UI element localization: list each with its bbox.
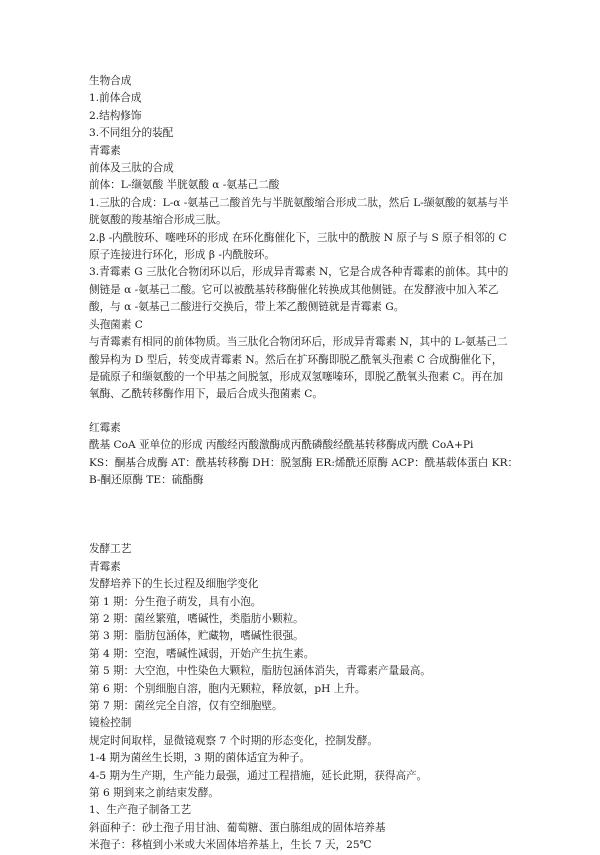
spacer [89, 404, 513, 420]
growth-stage: 第 3 期：脂肪包涵体，贮藏物，嗜碱性很强。 [89, 630, 304, 643]
list-item: 3.不同组分的装配 [89, 127, 174, 140]
fermentation-subheading: 青霉素 [89, 560, 121, 573]
spore-prep-title: 1、生产孢子制备工艺 [89, 804, 192, 817]
precursors-line: 前体：L-缬氨酸 半胱氨酸 α -氨基己二酸 [89, 179, 280, 192]
growth-stage: 第 6 期：个别细胞自溶，胞内无颗粒，释放氨，pH 上升。 [89, 682, 366, 695]
document-body [89, 73, 519, 855]
spore-line: 斜面种子：砂土孢子用甘油、葡萄糖、蛋白胨组成的固体培养基 [89, 821, 386, 834]
list-item: 2.结构修饰 [89, 109, 142, 122]
control-line: 规定时间取样，显微镜观察 7 个时期的形态变化，控制发酵。 [89, 734, 378, 747]
growth-stage: 第 2 期：菌丝繁殖，嗜碱性，类脂肪小颗粒。 [89, 612, 304, 625]
lactam-ring-step: 2.β -内酰胺环、噻唑环的形成 在环化酶催化下，三肽中的酰胺 N 原子与 S 原子相邻的 C 原子连接进行环化，形成 β -内酰胺环。 [89, 231, 507, 262]
growth-stage: 第 5 期：大空泡，中性染色大颗粒，脂肪包涵体消失，青霉素产量最高。 [89, 665, 431, 678]
list-item: 1.前体合成 [89, 92, 142, 105]
growth-stage: 第 7 期：菌丝完全自溶，仅有空细胞壁。 [89, 700, 283, 712]
control-line: 第 6 期到来之前结束发酵。 [89, 787, 220, 800]
growth-stage: 第 4 期：空泡，嗜碱性减弱，开始产生抗生素。 [89, 647, 315, 660]
cephalosporin-text: 与青霉素有相同的前体物质。当三肽化合物闭环后，形成异青霉素 N，其中的 L-氨基己二酸异构为 D 型后，转变成青霉素 N。然后在扩环酶即脱乙酰氧头孢素 C 合成酶催化下，是硫原子和缬氨酸的一个甲基之间脱氢，形成双氢噻嗪环，即脱乙酰氧头孢素 C。再在加氧酶、乙酰转移酶作用下，最后合成头孢菌素 C。 [89, 336, 508, 401]
growth-stage: 第 1 期：分生孢子萌发，具有小泡。 [89, 595, 262, 608]
fermentation-heading: 发酵工艺 [89, 543, 132, 556]
erythromycin-title: 红霉素 [89, 421, 121, 434]
section-heading-biosynthesis: 生物合成 [89, 75, 132, 87]
abbreviation-line: KS：酮基合成酶 AT：酰基转移酶 DH：脱氢酶 ER:烯酰还原酶 ACP：酰基载体蛋白 KR： [89, 456, 519, 469]
abbreviation-line: B-酮还原酶 TE：硫酯酶 [89, 473, 204, 486]
growth-stages-title: 发酵培养下的生长过程及细胞学变化 [89, 578, 259, 591]
microscopy-control-title: 镜检控制 [89, 717, 132, 730]
acyl-coa-line: 酰基 CoA 亚单位的形成 丙酸经丙酸激酶成丙酰磷酸经酰基转移酶成丙酰 CoA+Pi [89, 439, 474, 452]
tripeptide-step: 1.三肽的合成：L-α -氨基己二酸首先与半胱氨酸缩合形成二肽，然后 L-缬氨酸的氨基与半胱氨酸的羧基缩合形成三肽。 [89, 196, 509, 227]
control-line: 4-5 期为生产期，生产能力最强，通过工程措施，延长此期，获得高产。 [89, 769, 428, 782]
cephalosporin-title: 头孢菌素 C [89, 318, 143, 331]
spacer [89, 489, 513, 541]
control-line: 1-4 期为菌丝生长期，3 期的菌体适宜为种子。 [89, 752, 311, 765]
penicillin-g-step: 3.青霉素 G 三肽化合物闭环以后，形成异青霉素 N，它是合成各种青霉素的前体。其中的侧链是 α -氨基己二酸。它可以被酰基转移酶催化转换成其他侧链。在发酵液中加入苯乙酸，与 α -氨基己二酸进行交换后，带上苯乙酸侧链就是青霉素 G。 [89, 266, 509, 314]
penicillin-title: 青霉素 [89, 144, 121, 157]
spore-line: 米孢子：移植到小米或大米固体培养基上，生长 7 天，25℃ [89, 839, 372, 852]
penicillin-subtitle: 前体及三肽的合成 [89, 162, 174, 175]
